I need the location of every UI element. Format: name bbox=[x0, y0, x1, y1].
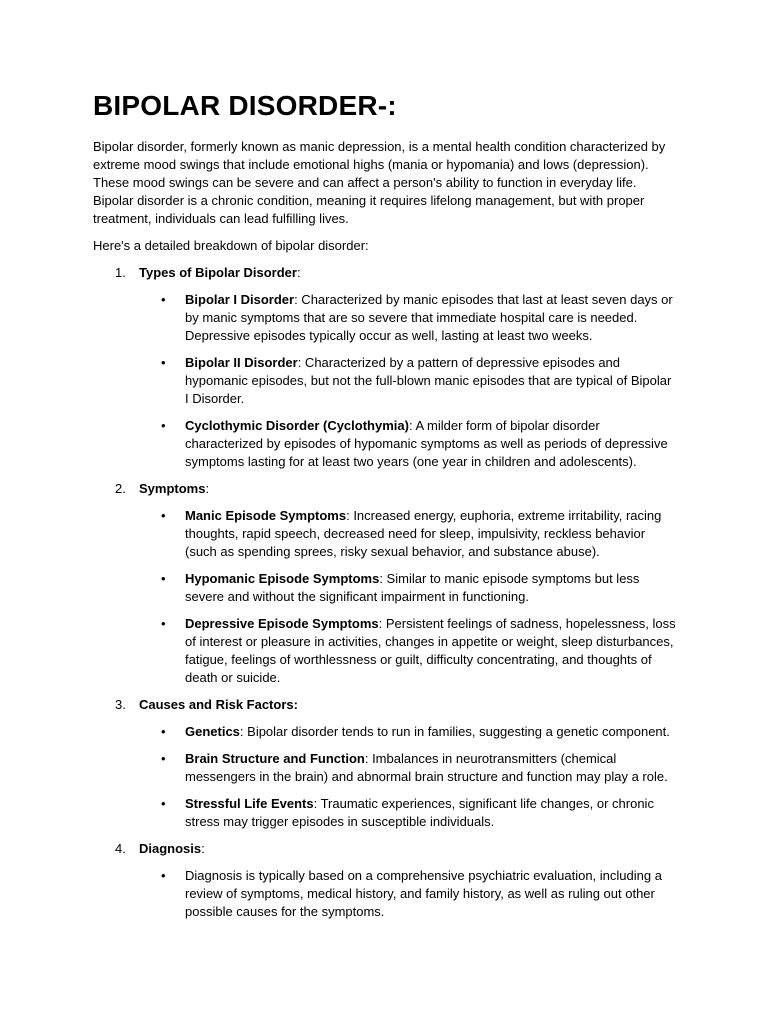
bullet-item-label: Manic Episode Symptoms bbox=[185, 508, 347, 523]
section-heading bbox=[93, 264, 678, 282]
bullet-item-text: : Similar to manic episode symptoms but less severe and without the significant impairment in functioning. bbox=[185, 571, 640, 604]
bullet-item bbox=[93, 507, 678, 561]
section-title: Symptoms bbox=[139, 481, 206, 496]
bullet-item-text: : Bipolar disorder tends to run in families, suggesting a genetic component. bbox=[239, 724, 670, 739]
bullet-item-label: Stressful Life Events bbox=[185, 796, 314, 811]
bullet-icon: • bbox=[161, 751, 166, 766]
bullet-item-text: : Traumatic experiences, significant life changes, or chronic stress may trigger episodes in susceptible individuals. bbox=[185, 796, 654, 829]
bullet-item-label: Bipolar I Disorder bbox=[185, 292, 295, 307]
bullet-item bbox=[93, 417, 678, 471]
section-title: Causes and Risk Factors: bbox=[139, 697, 298, 712]
bullet-item-label: Brain Structure and Function bbox=[185, 751, 365, 766]
bullet-item-text: : Imbalances in neurotransmitters (chemical messengers in the brain) and abnormal brain structure and function may play a role. bbox=[185, 751, 668, 784]
bullet-item-text: Diagnosis is typically based on a comprehensive psychiatric evaluation, including a review of symptoms, medical history, and family history, as well as ruling out other possible causes for the symptoms. bbox=[185, 868, 662, 919]
bullet-item-text: : Characterized by a pattern of depressive episodes and hypomanic episodes, but not the full-blown manic episodes that are typical of Bipolar I Disorder. bbox=[185, 355, 672, 406]
section-item bbox=[93, 840, 678, 921]
section-item bbox=[93, 264, 678, 471]
bullet-item-label: Cyclothymic Disorder (Cyclothymia) bbox=[185, 418, 409, 433]
section-item bbox=[93, 480, 678, 687]
section-number: 4. bbox=[115, 841, 126, 856]
bullet-item-label: Genetics bbox=[185, 724, 240, 739]
bullet-item-text: : Increased energy, euphoria, extreme irritability, racing thoughts, rapid speech, decreased need for sleep, impulsivity, reckless behavior (such as spending sprees, risky sexual behavior, and substance abuse). bbox=[185, 508, 662, 559]
section-item bbox=[93, 696, 678, 831]
bullet-item-label: Bipolar II Disorder bbox=[185, 355, 298, 370]
bullet-icon: • bbox=[161, 868, 166, 883]
section-number: 1. bbox=[115, 265, 126, 280]
section-heading bbox=[93, 840, 678, 858]
bullet-list bbox=[93, 723, 678, 831]
section-heading bbox=[93, 696, 678, 714]
bullet-list bbox=[93, 507, 678, 687]
bullet-list bbox=[93, 867, 678, 921]
bullet-item-text: : Characterized by manic episodes that last at least seven days or by manic symptoms that are so severe that immediate hospital care is needed. Depressive episodes typically occur as well, lasting at least two weeks. bbox=[185, 292, 673, 343]
intro-paragraph: Bipolar disorder, formerly known as manic depression, is a mental health condition characterized by extreme mood swings that include emotional highs (mania or hypomania) and lows (depression). These mood swings can be severe and can affect a person's ability to function in everyday life. Bipolar disorder is a chronic condition, meaning it requires lifelong management, but with proper treatment, individuals can lead fulfilling lives. bbox=[93, 139, 666, 226]
bullet-icon: • bbox=[161, 616, 166, 631]
bullet-icon: • bbox=[161, 292, 166, 307]
bullet-item bbox=[93, 570, 678, 606]
bullet-item-label: Hypomanic Episode Symptoms bbox=[185, 571, 380, 586]
section-title-suffix: : bbox=[201, 841, 205, 856]
bullet-item bbox=[93, 615, 678, 687]
lead-in-paragraph: Here's a detailed breakdown of bipolar disorder: bbox=[93, 238, 369, 253]
document-title: BIPOLAR DISORDER-: bbox=[93, 90, 397, 121]
section-title-suffix: : bbox=[296, 265, 301, 280]
bullet-icon: • bbox=[161, 571, 166, 586]
bullet-icon: • bbox=[161, 418, 166, 433]
bullet-icon: • bbox=[161, 355, 166, 370]
bullet-item bbox=[93, 750, 678, 786]
section-number: 2. bbox=[115, 481, 126, 496]
bullet-icon: • bbox=[161, 724, 166, 739]
bullet-item-text: : A milder form of bipolar disorder characterized by episodes of hypomanic symptoms as well as periods of depressive symptoms lasting for at least two years (one year in children and adolescents). bbox=[185, 418, 668, 469]
section-title: Diagnosis bbox=[139, 841, 202, 856]
section-number: 3. bbox=[115, 697, 126, 712]
bullet-list bbox=[93, 291, 678, 471]
bullet-item bbox=[93, 795, 678, 831]
bullet-item bbox=[93, 867, 678, 921]
bullet-item-label: Depressive Episode Symptoms bbox=[185, 616, 379, 631]
section-title-suffix: : bbox=[205, 481, 210, 496]
section-title: Types of Bipolar Disorder bbox=[139, 265, 297, 280]
bullet-item-text: : Persistent feelings of sadness, hopelessness, loss of interest or pleasure in activities, changes in appetite or weight, sleep disturbances, fatigue, feelings of worthlessness or guilt, difficulty concentrating, and thoughts of death or suicide. bbox=[185, 616, 676, 685]
sections-list bbox=[93, 264, 678, 921]
bullet-item bbox=[93, 723, 678, 741]
bullet-icon: • bbox=[161, 508, 166, 523]
bullet-icon: • bbox=[161, 796, 166, 811]
bullet-item bbox=[93, 291, 678, 345]
bullet-item bbox=[93, 354, 678, 408]
section-heading bbox=[93, 480, 678, 498]
